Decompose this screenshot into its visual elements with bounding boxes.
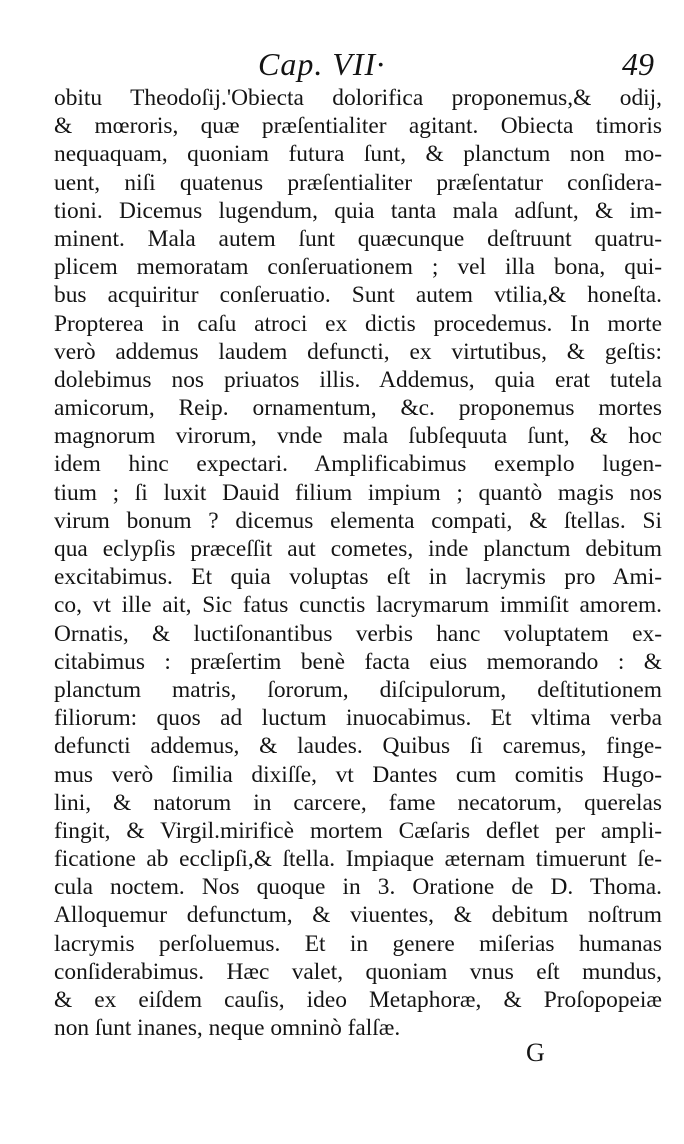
text-line: citabimus : præſertim benè facta eius memorando : & xyxy=(54,648,662,675)
text-line: Propterea in caſu atroci ex dictis procedemus. In morte xyxy=(54,310,662,337)
text-line: plicem memoratam conſeruationem ; vel illa bona, qui- xyxy=(54,254,662,281)
text-line: obitu Theodoſij.'Obiecta dolorifica proponemus,& odij, xyxy=(54,85,662,111)
text-line: mus verò ſimilia dixiſſe, vt Dantes cum comitis Hugo- xyxy=(54,761,662,788)
text-line: co, vt ille ait, Sic fatus cunctis lacrymarum immiſit amorem. xyxy=(54,592,662,619)
text-line: Alloquemur defunctum, & viuentes, & debitum noſtrum xyxy=(54,902,662,929)
text-line: lini, & natorum in carcere, fame necatorum, querelas xyxy=(54,789,662,816)
text-line: & ex eiſdem cauſis, ideo Metaphoræ, & Proſopopeiæ xyxy=(54,987,662,1013)
text-line: lacrymis perſoluemus. Et in genere miſerias humanas xyxy=(54,930,662,957)
text-line: & mœroris, quæ præſentialiter agitant. Obiecta timoris xyxy=(54,113,662,140)
text-line: virum bonum ? dicemus elementa compati, & ſtellas. Si xyxy=(54,507,662,534)
text-line: tium ; ſi luxit Dauid filium impium ; quantò magis nos xyxy=(54,479,662,506)
text-line: minent. Mala autem ſunt quæcunque deſtruunt quatru- xyxy=(54,225,662,252)
running-title: Cap. VII· xyxy=(258,46,386,82)
text-line: verò addemus laudem defuncti, ex virtutibus, & geſtis: xyxy=(54,338,662,365)
page-number: 49 xyxy=(622,46,654,82)
text-line: magnorum virorum, vnde mala ſubſequuta ſunt, & hoc xyxy=(54,423,662,450)
text-line: idem hinc expectari. Amplificabimus exemplo lugen- xyxy=(54,451,662,478)
page-header xyxy=(56,44,660,84)
text-line: uent, niſi quatenus præſentialiter præſentatur conſidera- xyxy=(54,169,662,196)
text-line: cula noctem. Nos quoque in 3. Oratione de D. Thoma. xyxy=(54,874,662,901)
text-line: nequaquam, quoniam futura ſunt, & planctum non mo- xyxy=(54,141,662,168)
text-line: excitabimus. Et quia voluptas eſt in lacrymis pro Ami- xyxy=(54,564,662,591)
text-line: fingit, & Virgil.mirificè mortem Cæſaris deflet per ampli- xyxy=(54,817,662,844)
text-line: ficatione ab ecclipſi,& ſtella. Impiaque æternam timuerunt ſe- xyxy=(54,846,662,873)
text-line: bus acquiritur conſeruatio. Sunt autem vtilia,& honeſta. xyxy=(54,282,662,309)
signature-mark: G xyxy=(526,1038,545,1067)
text-line: filiorum: quos ad luctum inuocabimus. Et vltima verba xyxy=(54,705,662,732)
text-line: non ſunt inanes, neque omninò falſæ. xyxy=(54,1015,401,1042)
text-line: Ornatis, & luctiſonantibus verbis hanc voluptatem ex- xyxy=(54,620,662,647)
text-line: qua eclypſis præceſſit aut cometes, inde planctum debitum xyxy=(54,536,662,562)
text-line: defuncti addemus, & laudes. Quibus ſi caremus, finge- xyxy=(54,733,662,760)
text-line: amicorum, Reip. ornamentum, &c. proponemus mortes xyxy=(54,395,662,422)
text-line: tioni. Dicemus lugendum, quia tanta mala adſunt, & im- xyxy=(54,197,662,224)
body-text xyxy=(54,84,662,1042)
text-line: planctum matris, ſororum, diſcipulorum, deſtitutionem xyxy=(54,676,662,703)
text-line: conſiderabimus. Hæc valet, quoniam vnus eſt mundus, xyxy=(54,958,662,985)
text-line: dolebimus nos priuatos illis. Addemus, quia erat tutela xyxy=(54,366,662,393)
